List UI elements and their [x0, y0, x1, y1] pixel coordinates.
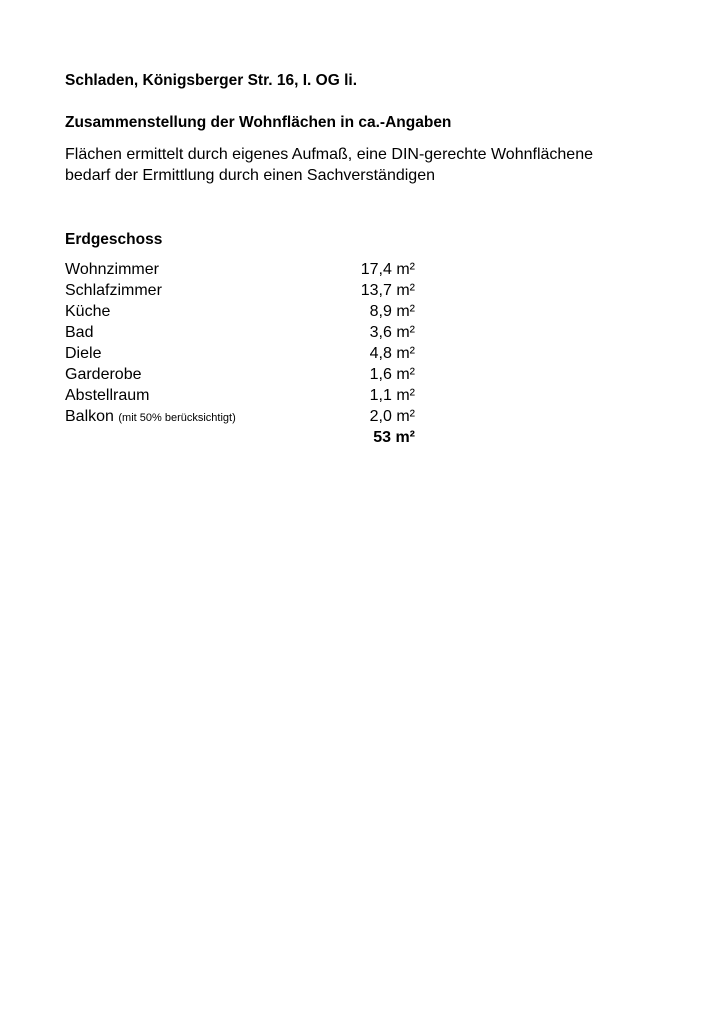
room-area: 8,9 m²	[369, 303, 415, 320]
room-label: Garderobe	[65, 366, 142, 383]
table-row	[65, 322, 415, 343]
section-heading: Erdgeschoss	[65, 231, 163, 248]
room-area: 1,6 m²	[369, 366, 415, 383]
table-row	[65, 343, 415, 364]
total-row	[65, 427, 415, 448]
room-label: Balkon	[65, 408, 114, 425]
intro-line: bedarf der Ermittlung durch einen Sachverständigen	[65, 167, 435, 184]
room-area: 2,0 m²	[369, 408, 415, 425]
room-label: Diele	[65, 345, 102, 362]
table-row	[65, 364, 415, 385]
table-row	[65, 406, 415, 427]
room-area: 17,4 m²	[360, 261, 415, 278]
table-row	[65, 280, 415, 301]
room-label: Küche	[65, 303, 111, 320]
room-area: 13,7 m²	[360, 282, 415, 299]
total-area: 53 m²	[373, 429, 415, 446]
intro-paragraph	[65, 144, 724, 186]
room-label: Schlafzimmer	[65, 282, 162, 299]
room-area-table	[65, 259, 415, 448]
room-area: 4,8 m²	[369, 345, 415, 362]
room-label-with-note	[65, 406, 236, 429]
room-area: 1,1 m²	[369, 387, 415, 404]
room-label: Bad	[65, 324, 94, 341]
intro-line: Flächen ermittelt durch eigenes Aufmaß, eine DIN-gerechte Wohnflächene	[65, 146, 593, 163]
room-note: (mit 50% berücksichtigt)	[118, 412, 236, 424]
table-row	[65, 259, 415, 280]
room-area: 3,6 m²	[369, 324, 415, 341]
room-label: Abstellraum	[65, 387, 150, 404]
document-subtitle: Zusammenstellung der Wohnflächen in ca.-Angaben	[65, 114, 452, 131]
table-row	[65, 301, 415, 322]
document-title: Schladen, Königsberger Str. 16, I. OG li.	[65, 72, 357, 89]
room-label: Wohnzimmer	[65, 261, 159, 278]
table-row	[65, 385, 415, 406]
